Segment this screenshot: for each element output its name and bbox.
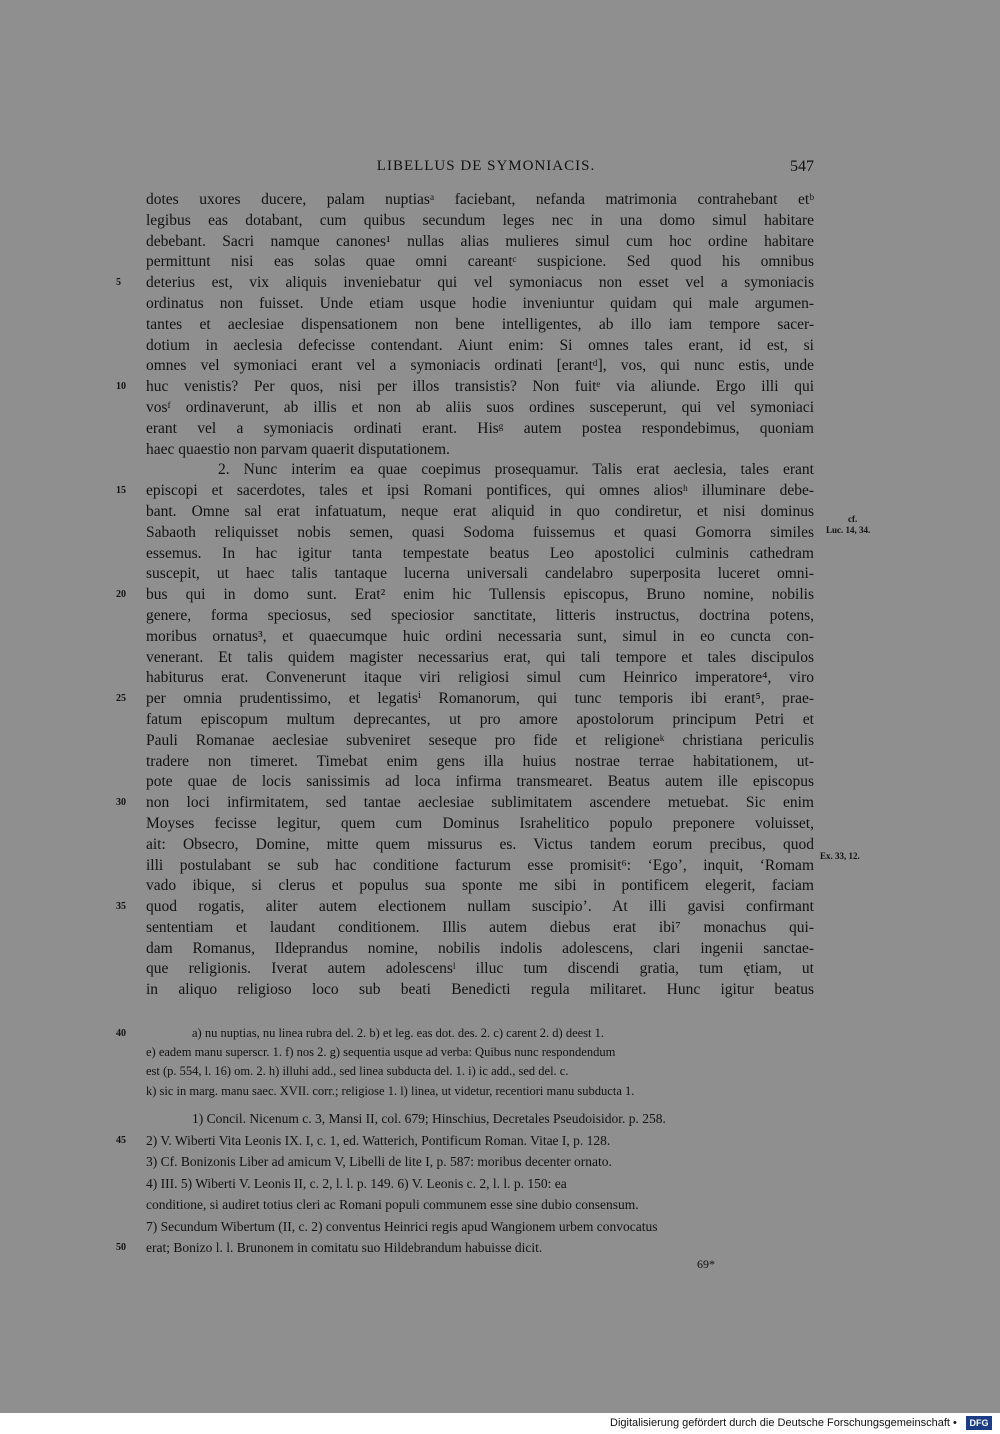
line-text: e) eadem manu superscr. 1. f) nos 2. g) sequentia usque ad verba: Quibus nunc respondendum [146, 1045, 616, 1060]
main-text [116, 190, 814, 1001]
dfg-logo: DFG [966, 1416, 992, 1430]
line-text: 4) III. 5) Wiberti V. Leonis II, c. 2, l. l. p. 149. 6) V. Leonis c. 2, l. l. p. 150: ea [146, 1175, 567, 1191]
text-line [146, 648, 814, 669]
apparatus-line [146, 1043, 814, 1062]
line-text: 3) Cf. Bonizonis Liber ad amicum V, Libelli de lite I, p. 587: moribus decenter ornato. [146, 1154, 612, 1169]
line-text: haec quaestio non parvam quaerit disputationem. [146, 440, 450, 458]
line-text: sententiam et laudant conditionem. Illis autem diebus erat ibi⁷ monachus qui- [146, 918, 814, 936]
line-text: que religionis. Iverat autem adolescensˡ illuc tum discendi gratia, tum ętiam, ut [146, 960, 814, 978]
text-line [146, 232, 814, 253]
line-text: habiturus erat. Convenerunt itaque viri religiosi simul cum Heinrico imperatore⁴, viro [146, 669, 814, 687]
line-text: tradere non timeret. Timebat enim gens illa huius nostrae terrae habitationem, ut- [146, 752, 814, 770]
margin-note-luc: Luc. 14, 34. [826, 525, 871, 535]
line-number: 50 [116, 1242, 126, 1253]
line-text: Pauli Romanae aeclesiae subveniret seseque pro fide et religioneᵏ christiana periculis [146, 731, 814, 749]
line-text: k) sic in marg. manu saec. XVII. corr.; religiose 1. l) linea, ut videtur, recentiori manu subducta 1. [146, 1083, 635, 1098]
line-text: Sabaoth reliquisset nobis semen, quasi Sodoma fuissemus et quasi Gomorra similes [146, 523, 814, 541]
text-line [116, 481, 814, 502]
line-text: debebant. Sacri namque canones¹ nullas alias mulieres simul cum hoc ordine habitare [146, 232, 814, 250]
line-text: dam Romanus, Ildeprandus nomine, nobilis indolis adolescens, clari ingenii sanctae- [146, 939, 814, 957]
line-number: 30 [116, 797, 126, 809]
line-text: episcopi et sacerdotes, tales et ipsi Romani pontifices, qui omnes aliosʰ illuminare debe- [146, 482, 814, 500]
line-text: moribus ornatus³, et quaecumque huic ordini necessaria sunt, simul in eo cuncta con- [146, 627, 814, 645]
text-line [146, 731, 814, 752]
text-line [146, 356, 814, 377]
line-text: deterius est, vix aliquis inveniebatur qui vel symoniacus non esset vel a symoniacis [146, 274, 814, 292]
text-line [146, 814, 814, 835]
text-line [146, 668, 814, 689]
text-line [116, 377, 814, 398]
line-text: erant vel a symoniacis ordinati erant. Hisᵍ autem postea respondebimus, quoniam [146, 419, 814, 437]
line-number: 5 [116, 277, 121, 289]
apparatus-line [146, 1062, 814, 1081]
line-text: non loci infirmitatem, sed tantae aeclesiae sublimitatem ascendere metuebat. Sic enim [146, 794, 814, 812]
line-number: 10 [116, 381, 126, 393]
footnote-line [116, 1237, 814, 1259]
text-line [146, 460, 814, 481]
text-line [146, 252, 814, 273]
line-text: essemus. In hac igitur tanta tempestate beatus Leo apostolici culminis cathedram [146, 544, 814, 562]
line-text: ait: Obsecro, Domine, mitte quem missurus es. Victus tandem eorum precibus, quod [146, 835, 814, 853]
line-text: quod rogatis, aliter autem electionem nullam suscipio’. At illi gavisi confirmant [146, 898, 814, 916]
line-number: 40 [116, 1028, 126, 1039]
line-text: dotium in aeclesia defecisse contendant. Aiunt enim: Si omnes tales erant, id est, si [146, 336, 814, 354]
footnote-line [146, 1216, 814, 1238]
line-text: genere, forma speciosus, sed speciosior sanctitate, litteris instructus, doctrina potens, [146, 606, 814, 624]
line-number: 20 [116, 589, 126, 601]
line-number: 45 [116, 1134, 126, 1146]
running-title: LIBELLUS DE SYMONIACIS. [376, 158, 596, 174]
page-number: 547 [790, 158, 814, 175]
line-text: Moyses fecisse legitur, quem cum Dominus Israhelitico populo preponere voluisset, [146, 814, 814, 832]
line-text: a) nu nuptias, nu linea rubra del. 2. b) et leg. eas dot. des. 2. c) carent 2. d) deest 1. [192, 1026, 605, 1040]
line-number: 35 [116, 901, 126, 913]
text-line [146, 627, 814, 648]
text-line [146, 544, 814, 565]
line-text: ordinatus non fuisset. Unde etiam usque hodie inveniuntur quidam qui male argumen- [146, 294, 814, 312]
text-line [146, 419, 814, 440]
line-text: suscepit, ut haec talis tantaque lucerna universali candelabro superposita luceret omni- [146, 565, 814, 583]
line-text: in aliquo religioso loco sub beati Benedicti regula militaret. Hunc igitur beatus [146, 981, 814, 999]
line-text: huc venistis? Per quos, nisi per illos transistis? Non fuitᵉ via aliunde. Ergo illi qui [146, 378, 814, 396]
text-line [146, 336, 814, 357]
text-line [146, 564, 814, 585]
text-line [146, 606, 814, 627]
line-text: 2) V. Wiberti Vita Leonis IX. I, c. 1, ed. Watterich, Pontificum Roman. Vitae I, p. 128. [146, 1132, 611, 1148]
signature-mark: 69* [697, 1257, 715, 1271]
footnote-line [146, 1194, 814, 1216]
line-text: 7) Secundum Wibertum (II, c. 2) conventus Heinrici regis apud Wangionem urbem convocatus [146, 1218, 658, 1234]
line-text: tantes et aeclesiae dispensationem non bene intelligentes, ab illo iam tempore sacer- [146, 315, 814, 333]
text-line [116, 793, 814, 814]
margin-note-ex: Ex. 33, 12. [820, 851, 860, 861]
digitization-footer [0, 1413, 1000, 1434]
text-line [146, 856, 814, 877]
line-text: omnes vel symoniaci erant vel a symoniacis ordinati [erantᵈ], vos, qui nunc estis, unde [146, 357, 814, 375]
text-line [146, 980, 814, 1001]
footnote-line [146, 1151, 814, 1173]
text-line [146, 772, 814, 793]
text-line [146, 918, 814, 939]
line-text: illi postulabant se sub hac conditione facturum esse promisit⁶: ‘Ego’, inquit, ‘Romam [146, 856, 814, 874]
footnote-line [146, 1173, 814, 1195]
line-text: vosᶠ ordinaverunt, ab illis et non ab aliis suos ordines susceperunt, qui vel symoniaci [146, 398, 814, 416]
footnotes [116, 1108, 814, 1259]
text-line [146, 710, 814, 731]
text-line [146, 876, 814, 897]
critical-apparatus [116, 1024, 814, 1101]
text-line [146, 190, 814, 211]
text-line [146, 523, 814, 544]
text-line [146, 502, 814, 523]
line-text: permittunt nisi eas solas quae omni careantᶜ suspicione. Sed quod his omnibus [146, 253, 814, 271]
text-line [116, 897, 814, 918]
line-text: pote quae de locis sanissimis ad loca infirma transmearet. Beatus autem ille episcopus [146, 773, 814, 791]
line-text: 1) Concil. Nicenum c. 3, Mansi II, col. 679; Hinschius, Decretales Pseudoisidor. p. 258. [192, 1111, 666, 1126]
text-line [146, 752, 814, 773]
line-text: erat; Bonizo l. l. Brunonem in comitatu suo Hildebrandum habuisse dicit. [146, 1240, 543, 1255]
text-line [116, 273, 814, 294]
text-line [116, 689, 814, 710]
line-text: per omnia prudentissimo, et legatisⁱ Romanorum, qui tunc temporis ibi erant⁵, prae- [146, 690, 814, 708]
line-number: 25 [116, 693, 126, 705]
text-line [116, 585, 814, 606]
line-text: venerant. Et talis quidem magister necessarius erat, qui tali tempore et tales discipulos [146, 648, 814, 666]
margin-note-cf: cf. [848, 514, 858, 524]
line-number: 15 [116, 485, 126, 497]
line-text: dotes uxores ducere, palam nuptiasᵃ faciebant, nefanda matrimonia contrahebant etᵇ [146, 191, 814, 208]
text-line [146, 959, 814, 980]
line-text: legibus eas dotabant, cum quibus secundum leges nec in una domo simul habitare [146, 211, 814, 229]
apparatus-line [116, 1024, 814, 1043]
footnote-line [116, 1130, 814, 1152]
footnote-line [146, 1108, 814, 1130]
text-line [146, 835, 814, 856]
text-line [146, 211, 814, 232]
line-text: bus qui in domo sunt. Erat² enim hic Tullensis episcopus, Bruno nomine, nobilis [146, 586, 814, 604]
line-text: fatum episcopum multum deprecantes, ut pro amore apostolorum principum Petri et [146, 710, 814, 728]
running-header [0, 158, 1000, 180]
line-text: est (p. 554, l. 16) om. 2. h) illuhi add., sed linea subducta del. 1. i) ic add., sed del. c. [146, 1064, 569, 1079]
text-line [146, 939, 814, 960]
text-line [146, 294, 814, 315]
line-text: vado ibique, si clerus et populus sua sponte me sibi in pontificem elegerit, faciam [146, 877, 814, 895]
line-text: bant. Omne sal erat infatuatum, neque erat aliquid in quo condiretur, et nisi dominus [146, 502, 814, 520]
text-line [146, 440, 814, 461]
text-line [146, 398, 814, 419]
text-line [146, 315, 814, 336]
line-text: 2. Nunc interim ea quae coepimus prosequamur. Talis erat aeclesia, tales erant [218, 461, 814, 479]
footer-text: Digitalisierung gefördert durch die Deutsche Forschungsgemeinschaft • [610, 1417, 957, 1429]
line-text: conditione, si audiret totius cleri ac Romani populi communem esse sine dubio consensum. [146, 1197, 639, 1212]
apparatus-line [146, 1082, 814, 1101]
